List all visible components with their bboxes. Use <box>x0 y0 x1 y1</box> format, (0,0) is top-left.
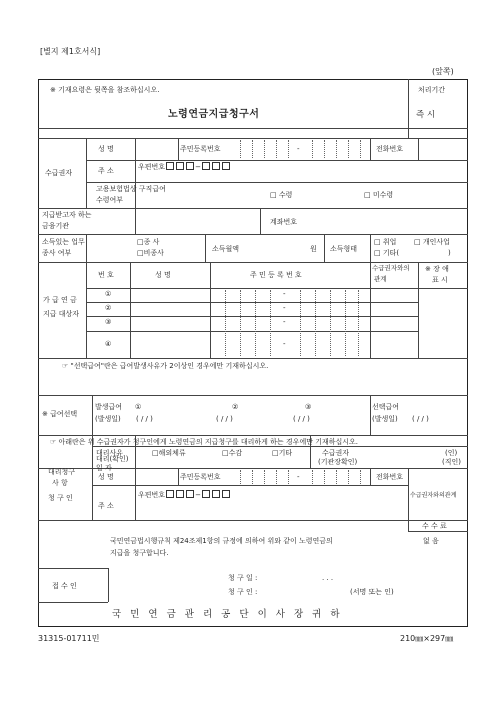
rule <box>38 602 108 603</box>
col-name: 성 명 <box>155 271 171 279</box>
fee-label: 수 수 료 <box>422 522 447 530</box>
rule <box>86 138 87 208</box>
dependents-section-label: 가 급 연 금 <box>43 296 77 304</box>
dotted-separator <box>324 470 325 484</box>
receipt-label: 접 수 인 <box>52 582 77 590</box>
recipient-rrn-label: 주민등록번호 <box>180 145 221 153</box>
rule <box>38 568 108 569</box>
option-prison[interactable]: □수감 <box>222 449 243 457</box>
dotted-separator <box>270 290 271 356</box>
dotted-separator <box>360 470 361 484</box>
employment-benefit-label-2: 수령여부 <box>96 196 124 204</box>
rule <box>135 468 136 520</box>
rule <box>38 435 468 436</box>
addressee: 국 민 연 금 관 리 공 단 이 사 장 귀 하 <box>112 609 343 620</box>
rule <box>38 208 468 209</box>
rule <box>38 520 468 521</box>
dotted-separator <box>240 470 241 484</box>
postal-box[interactable] <box>212 162 220 170</box>
col-number: 번 호 <box>98 271 114 279</box>
rule <box>418 262 419 358</box>
dependent-row-number: ③ <box>105 318 112 326</box>
dependents-section-label-2: 지급 대상자 <box>43 310 80 318</box>
rule <box>38 262 468 263</box>
rule <box>370 395 371 435</box>
option-engaged[interactable]: □종 사 <box>137 238 160 246</box>
rule <box>38 358 468 359</box>
dotted-separator <box>240 290 241 356</box>
proxy-date-label-2: 일 자 <box>96 464 112 472</box>
postal-box[interactable] <box>166 490 174 498</box>
paper-size: 210㎜×297㎜ <box>400 634 454 643</box>
dotted-separator <box>345 290 346 356</box>
selected-benefit-label: 선택급여 <box>372 403 400 411</box>
rule <box>178 138 179 160</box>
income-work-label-2: 종사 여부 <box>42 249 72 257</box>
postal-box[interactable] <box>202 490 210 498</box>
income-work-label: 소득있는 업무 <box>42 238 85 246</box>
option-other[interactable]: □ 기타( <box>374 249 400 257</box>
fee-value: 없 음 <box>423 537 439 545</box>
rule <box>86 288 468 289</box>
rule <box>86 331 418 332</box>
dotted-separator <box>336 470 337 484</box>
rule <box>205 234 206 262</box>
income-type-label: 소득형태 <box>330 245 358 253</box>
postal-label: 우편번호 <box>138 163 166 171</box>
rrn-dash: - <box>283 290 286 298</box>
claim-date-value[interactable]: . . . <box>322 574 334 582</box>
option-received[interactable]: □ 수령 <box>270 191 293 199</box>
rrn-dash: - <box>283 304 286 312</box>
dotted-separator <box>252 140 253 158</box>
dotted-separator <box>312 140 313 158</box>
recipient-seal: (인) <box>445 449 458 457</box>
dotted-separator <box>255 290 256 356</box>
declaration-text: 국민연금법시행규칙 제24조제1항의 규정에 의하여 위와 같이 노령연금의 <box>110 537 333 545</box>
won-unit: 원 <box>310 245 317 253</box>
option-not-received[interactable]: □ 미수령 <box>364 191 394 199</box>
dotted-separator <box>336 140 337 158</box>
claimant-postal-code: 우편번호 − <box>138 490 231 499</box>
instruction-notice: ※ 기재요령은 뒷쪽을 참조하십시오. <box>50 86 160 94</box>
rule <box>38 128 468 129</box>
rule <box>178 468 179 485</box>
dotted-separator <box>348 140 349 158</box>
dotted-separator <box>360 140 361 158</box>
benefit-number: ① <box>135 403 142 411</box>
rule <box>92 395 93 435</box>
dotted-separator <box>252 470 253 484</box>
claim-date-label: 청 구 일 : <box>228 574 258 582</box>
dotted-separator <box>288 470 289 484</box>
form-number: [별지 제1호서식] <box>40 47 101 56</box>
rrn-dash: - <box>297 473 300 481</box>
postal-box[interactable] <box>202 162 210 170</box>
option-employed[interactable]: □ 취업 <box>374 238 397 246</box>
postal-box[interactable] <box>166 162 174 170</box>
dotted-separator <box>288 140 289 158</box>
page-side: (앞쪽) <box>432 67 454 76</box>
account-number-label: 계좌번호 <box>270 218 298 226</box>
rule <box>408 468 409 531</box>
option-self-employed[interactable]: □ 개인사업 <box>414 238 450 246</box>
rule <box>86 302 418 303</box>
claimant-relation-label: 수급권자와의관계 <box>410 492 457 499</box>
employment-benefit-label: 고용보험법상 구직급여 <box>96 185 166 193</box>
rule <box>408 531 468 532</box>
col-relation-2: 관계 <box>374 275 387 283</box>
proxy-reason-label: 대리사유 <box>96 449 124 457</box>
dotted-separator <box>348 470 349 484</box>
proxy-date-label-1: 대리(확인) <box>96 455 129 463</box>
dependent-row-number: ② <box>105 304 112 312</box>
occurrence-label-2: (발생일) <box>95 415 121 423</box>
option-other-close: ) <box>448 249 451 257</box>
postal-box[interactable] <box>176 162 184 170</box>
rule <box>86 182 468 183</box>
selected-benefit-label-2: (발생일) <box>372 415 398 423</box>
benefit-selection-label: ※ 급여선택 <box>42 410 78 418</box>
dotted-separator <box>324 140 325 158</box>
bank-label: 지급받고자 하는 <box>42 211 92 219</box>
dotted-separator <box>240 140 241 158</box>
selected-benefit-date[interactable]: ( / / ) <box>412 415 429 423</box>
occurrence-label: 발생급여 <box>95 403 123 411</box>
recipient-postal-code: 우편번호 − <box>138 162 231 171</box>
postal-box[interactable] <box>222 490 230 498</box>
dotted-separator <box>276 470 277 484</box>
rule <box>86 234 87 262</box>
rrn-dash: - <box>283 340 286 348</box>
postal-label: 우편번호 <box>138 491 166 499</box>
dotted-separator <box>300 290 301 356</box>
processing-period-label: 처리기간 <box>418 86 446 94</box>
official-seal: (직인) <box>442 458 461 466</box>
claimant-rrn-label: 주민등록번호 <box>180 473 221 481</box>
rrn-dash: - <box>297 145 300 153</box>
rule <box>86 160 468 161</box>
dotted-separator <box>264 470 265 484</box>
postal-box[interactable] <box>222 162 230 170</box>
dotted-separator <box>225 290 226 356</box>
rule <box>370 468 371 485</box>
postal-box[interactable] <box>186 490 194 498</box>
col-relation: 수급권자와의 <box>372 264 410 272</box>
col-disability: ※ 장 애 <box>425 265 449 273</box>
dotted-separator <box>315 290 316 356</box>
dotted-separator <box>264 140 265 158</box>
dotted-separator <box>312 470 313 484</box>
postal-box[interactable] <box>176 490 184 498</box>
recipient-section-label: 수급권자 <box>45 169 73 177</box>
dotted-separator <box>276 140 277 158</box>
rule <box>370 138 371 160</box>
benefit-date[interactable]: ( / / ) <box>293 415 310 423</box>
rule <box>324 234 325 262</box>
rule <box>418 138 419 160</box>
rule <box>130 262 131 358</box>
rrn-dash: - <box>283 318 286 326</box>
rule <box>370 234 371 262</box>
monthly-income-label: 소득월액 <box>212 245 240 253</box>
postal-box[interactable] <box>186 162 194 170</box>
col-rrn: 주 민 등 록 번 호 <box>250 271 302 279</box>
rule <box>86 316 418 317</box>
col-disability-2: 표 시 <box>432 276 448 284</box>
proxy-recipient-label: 수급권자 <box>322 449 350 457</box>
benefit-date[interactable]: ( / / ) <box>216 415 233 423</box>
postal-box[interactable] <box>212 490 220 498</box>
rule <box>108 568 109 602</box>
dependent-row-number: ① <box>105 290 112 298</box>
rule <box>38 234 468 235</box>
claimant-section-label: 청 구 인 <box>48 494 73 502</box>
bank-label-2: 금융기관 <box>42 222 70 230</box>
rule <box>86 262 87 358</box>
form-code: 31315-01711민 <box>38 634 100 643</box>
recipient-address-label: 주 소 <box>98 167 114 175</box>
rule <box>38 138 468 139</box>
rule <box>92 435 93 520</box>
dependent-row-number: ④ <box>105 340 112 348</box>
recipient-name-label: 성 명 <box>98 145 114 153</box>
benefit-number: ③ <box>305 403 312 411</box>
recipient-phone-label: 전화번호 <box>376 145 404 153</box>
proxy-date-label <box>96 455 129 463</box>
benefit-number: ② <box>232 403 239 411</box>
option-abroad[interactable]: □해외체류 <box>152 449 186 457</box>
proxy-section-label: 대리청구 <box>48 468 76 476</box>
rule <box>92 485 408 486</box>
agency-head-confirmation: (기관장확인) <box>318 458 358 466</box>
proxy-notice: ☞ 아래란은 위 수급권자가 청구인에게 노령연금의 지급청구를 대리하게 하는 경우에만 기재하십시오. <box>50 438 358 446</box>
processing-period-value: 즉 시 <box>416 110 436 120</box>
rule <box>210 262 211 358</box>
rule <box>260 208 261 234</box>
rule <box>38 395 468 396</box>
rule <box>408 79 409 138</box>
option-proxy-other[interactable]: □기타 <box>272 449 293 457</box>
declaration-text-2: 지급을 청구합니다. <box>110 549 169 557</box>
claimant-sign-label: 청 구 인 : <box>228 588 258 596</box>
rule <box>370 262 371 358</box>
benefit-date[interactable]: ( / / ) <box>136 415 153 423</box>
signature-label: (서명 또는 인) <box>350 588 394 596</box>
proxy-section-label-2: 사 항 <box>52 479 68 487</box>
dotted-separator <box>330 290 331 356</box>
claimant-phone-label: 전화번호 <box>376 473 404 481</box>
claimant-name-label: 성 명 <box>98 473 114 481</box>
dotted-separator <box>358 290 359 356</box>
option-not-engaged[interactable]: □비종사 <box>137 249 164 257</box>
claimant-address-label: 주 소 <box>98 502 114 510</box>
form-title: 노령연금지급청구서 <box>168 109 260 120</box>
selection-notice: ☞ "선택급여"란은 급여발생사유가 2이상인 경우에만 기재하십시오. <box>62 362 269 370</box>
